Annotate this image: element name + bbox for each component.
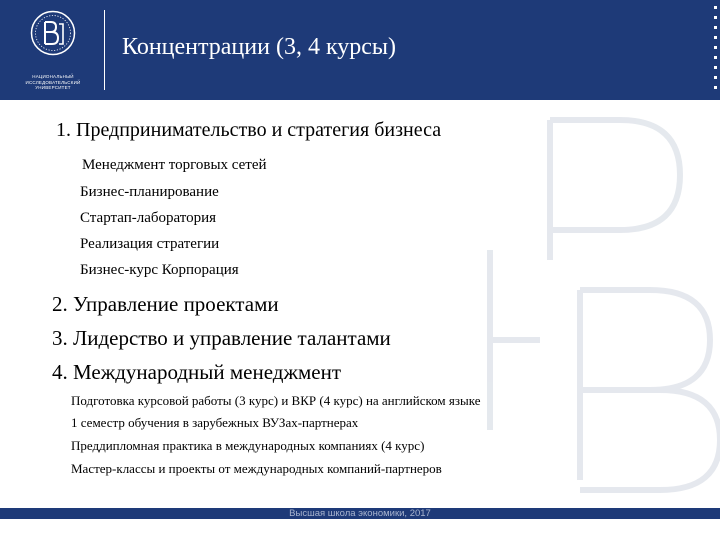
header-bar (0, 0, 720, 100)
section-4-item: Преддипломная практика в международных компаниях (4 курс) (71, 438, 425, 453)
section-1-item: Бизнес-курс Корпорация (80, 262, 239, 278)
footer-text: Высшая школа экономики, 2017 (289, 508, 431, 519)
section-4-title: 4. Международный менеджмент (52, 360, 341, 384)
header-divider (104, 10, 105, 90)
page-title: Концентрации (3, 4 курсы) (122, 34, 397, 60)
section-4-item: 1 семестр обучения в зарубежных ВУЗах-партнерах (71, 415, 359, 430)
section-1-title: 1. Предпринимательство и стратегия бизнеса (56, 119, 442, 141)
section-1-item: Реализация стратегии (80, 236, 220, 252)
section-1-item: Менеджмент торговых сетей (82, 157, 267, 173)
logo-text-line-2: УНИВЕРСИТЕТ (35, 85, 71, 90)
section-2-title: 2. Управление проектами (52, 292, 279, 316)
logo-text-line-1: НАЦИОНАЛЬНЫЙ ИССЛЕДОВАТЕЛЬСКИЙ (25, 74, 81, 85)
hse-logo (8, 6, 98, 94)
hse-emblem-icon (30, 10, 76, 56)
logo-text (8, 74, 98, 91)
section-4-item: Мастер-классы и проекты от международных компаний-партнеров (71, 461, 442, 476)
section-4-item: Подготовка курсовой работы (3 курс) и ВКР (4 курс) на английском языке (71, 393, 481, 408)
decorative-dots (712, 0, 720, 100)
section-3-title: 3. Лидерство и управление талантами (52, 326, 391, 350)
section-1-item: Стартап-лаборатория (80, 210, 217, 226)
watermark-emblem (470, 100, 720, 510)
section-1-item: Бизнес-планирование (80, 184, 219, 200)
